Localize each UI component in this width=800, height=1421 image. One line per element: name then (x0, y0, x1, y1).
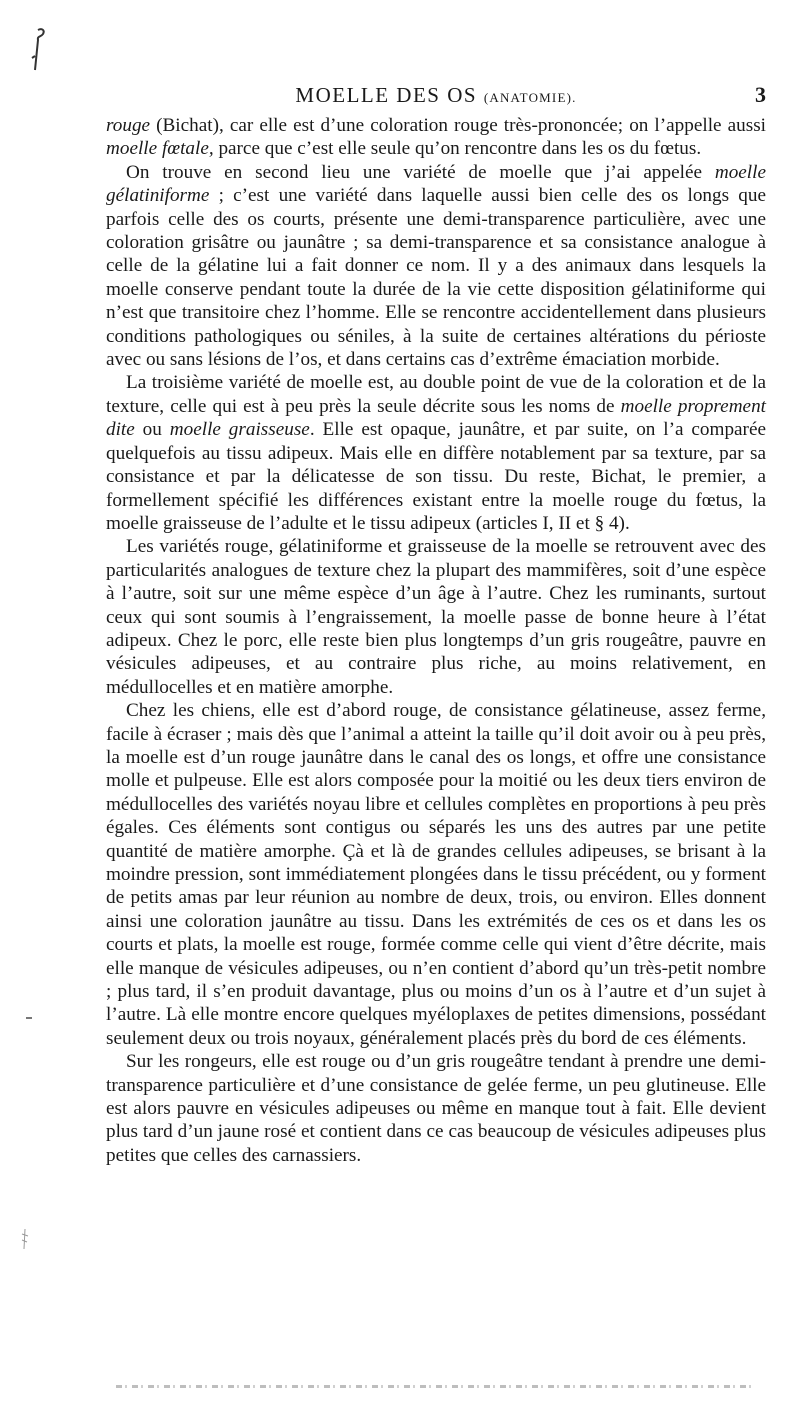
text-run: Chez les chiens, elle est d’abord rouge, de consistance gélatineuse, assez ferme, facile à écraser ; mais dès que l’animal a atteint la taille qu’il doit avoir ou à peu près, la moelle est d’un rouge jaunâtre dans le canal des os longs, et offre une consistance molle et pulpeuse. Elle est alors composée pour la moitié ou les deux tiers environ de médullocelles des variétés noyau libre et cellules complètes en proportions à peu près égales. Ces éléments sont contigus ou séparés les uns des autres par une petite quantité de matière amorphe. Çà et là de grandes cellules adipeuses, se brisant à la moindre pression, sont immédiatement plongées dans le tissu précédent, ou y forment de petits amas par leur réunion au nombre de deux, trois, ou environ. Elles donnent ainsi une coloration jaunâtre au tissu. Dans les extrémités de ces os et dans les os courts et plats, la moelle est rouge, formée comme celle qui vient d’être décrite, mais elle manque de vésicules adipeuses, ou n’en contient d’abord qu’un très-petit nombre ; plus tard, il s’en produit davantage, plus ou moins d’un os à l’autre et d’un sujet à l’autre. Là elle montre encore quelques myéloplaxes de petites dimensions, possédant seulement deux ou trois noyaux, généralement placés près du bord de ces éléments. (106, 700, 766, 1049)
italic-term: rouge (106, 115, 151, 136)
page-title (106, 80, 766, 113)
page-number: 3 (755, 82, 766, 107)
text-run: ou (134, 419, 170, 441)
paragraph (106, 699, 766, 1050)
margin-scratch-icon (20, 1228, 30, 1250)
text-run: La troisième variété de moelle est, au double point de vue de la coloration et de la texture, celle qui est à peu près la seule décrite sous les noms de (106, 372, 766, 417)
margin-mark (26, 1017, 32, 1019)
paragraph (106, 114, 766, 161)
paragraph (106, 371, 766, 535)
paragraph (106, 1050, 766, 1167)
ink-mark-icon (26, 26, 48, 74)
text-run: parce que c’est elle seule qu’on rencontre dans les os du fœtus. (213, 138, 702, 160)
title-text: MOELLE DES OS (295, 83, 478, 107)
bottom-rule (116, 1385, 756, 1388)
title-subtitle: (ANATOMIE). (483, 90, 577, 105)
text-run: On trouve en second lieu une variété de moelle que j’ai appelée (126, 161, 715, 183)
body-text (106, 114, 766, 1167)
text-run: ; c’est une variété dans laquelle aussi bien celle des os longs que parfois celle des os courts, présente une demi-transparence particulière, avec une coloration grisâtre ou jaunâtre ; sa demi-transparence et sa consistance analogue à celle de la gélatine lui a fait donner ce nom. Il y a des animaux dans lesquels la moelle conserve pendant toute la durée de la vie cette disposition gélatiniforme qui n’est que transitoire chez l’homme. Elle se rencontre accidentellement dans plusieurs conditions pathologiques ou séniles, à la suite de certaines altérations du périoste avec ou sans lésions de l’os, et dans certains cas d’extrême émaciation morbide. (106, 185, 766, 371)
italic-term: moelle graisseuse (169, 419, 310, 441)
paragraph (106, 161, 766, 372)
text-run: (Bichat), car elle est d’une coloration rouge très-prononcée; on l’appelle aussi (150, 115, 766, 136)
text-run: Sur les rongeurs, elle est rouge ou d’un gris rougeâtre tendant à prendre une demi-transparence particulière et d’une consistance de gelée ferme, un peu glutineuse. Elle est alors pauvre en vésicules adipeuses ou même en manque tout à fait. Elle devient plus tard d’un jaune rosé et contient dans ce cas beaucoup de vésicules adipeuses plus petites que celles des carnassiers. (106, 1051, 766, 1166)
text-run: . Elle est opaque, jaunâtre, et par suite, on l’a comparée quelquefois au tissu adipeux. Mais elle en diffère notablement par sa texture, par sa consistance et par la délicatesse de son tissu. Du reste, Bichat, le premier, a formellement spécifié les différences existant entre la moelle rouge du fœtus, la moelle graisseuse de l’adulte et le tissu adipeux (articles I, II et § 4). (106, 419, 766, 534)
running-head (106, 80, 766, 110)
italic-term: moelle gélatiniforme (106, 161, 766, 207)
text-run: Les variétés rouge, gélatiniforme et graisseuse de la moelle se retrouvent avec des particularités analogues de texture chez la plupart des mammifères, soit d’une espèce à l’autre, soit sur une même espèce d’un âge à l’autre. Chez les ruminants, surtout ceux qui sont soumis à l’engraissement, la moelle passe de bonne heure à l’état adipeux. Chez le porc, elle reste bien plus longtemps d’un gris rougeâtre, pauvre en vésicules adipeuses, et au contraire plus riche, au moins relativement, en médullocelles et en matière amorphe. (106, 536, 766, 698)
italic-term: moelle fœtale, (106, 138, 214, 160)
paragraph (106, 535, 766, 699)
italic-term: moelle proprement dite (106, 395, 766, 441)
